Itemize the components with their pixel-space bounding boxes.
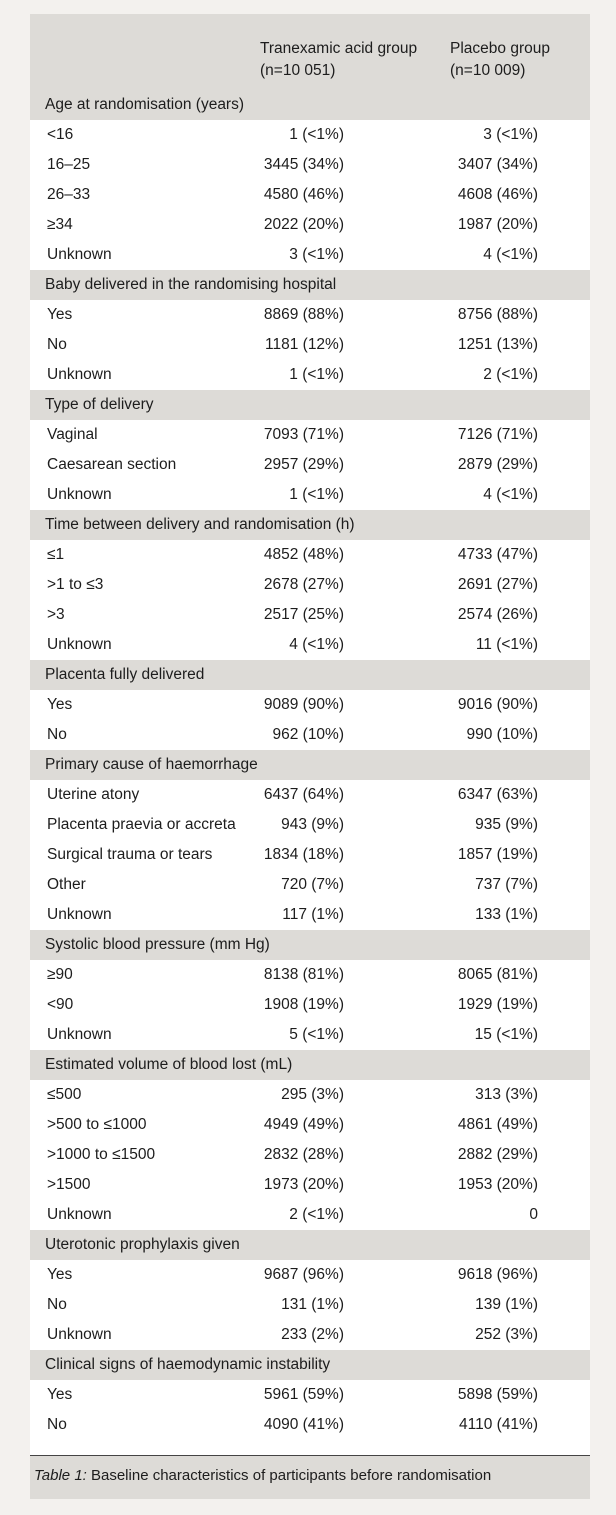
table-row	[30, 1260, 590, 1290]
placebo-value: 4733 (47%)	[457, 546, 538, 563]
placebo-value: 2879 (29%)	[457, 456, 538, 473]
placebo-value: 11 (<1%)	[475, 636, 538, 653]
header-placebo-column	[450, 38, 550, 82]
tranexamic-value: 8869 (88%)	[263, 306, 344, 323]
placebo-value: 133 (1%)	[475, 906, 538, 923]
row-label: Vaginal	[47, 426, 98, 443]
placebo-value: 1929 (19%)	[457, 996, 538, 1013]
row-label: No	[47, 1416, 67, 1433]
row-label: >500 to ≤1000	[47, 1116, 147, 1133]
tranexamic-value: 4949 (49%)	[263, 1116, 344, 1133]
placebo-value: 4110 (41%)	[459, 1416, 538, 1433]
row-label: No	[47, 1296, 67, 1313]
section-title: Placenta fully delivered	[45, 666, 205, 683]
placebo-value: 935 (9%)	[475, 816, 538, 833]
tranexamic-value: 117 (1%)	[282, 906, 344, 923]
section-header	[30, 1230, 590, 1260]
placebo-value: 6347 (63%)	[457, 786, 538, 803]
table-row	[30, 570, 590, 600]
table-row	[30, 960, 590, 990]
placebo-value: 2 (<1%)	[483, 366, 538, 383]
table-row	[30, 1320, 590, 1350]
header-placebo-title: Placebo group	[450, 40, 550, 57]
section-header	[30, 390, 590, 420]
placebo-value: 9618 (96%)	[457, 1266, 538, 1283]
tranexamic-value: 8138 (81%)	[263, 966, 344, 983]
tranexamic-value: 962 (10%)	[272, 726, 344, 743]
row-label: ≥34	[47, 216, 73, 233]
placebo-value: 4608 (46%)	[457, 186, 538, 203]
caption-text: Baseline characteristics of participants before randomisation	[86, 1467, 492, 1484]
caption-label: Table 1:	[34, 1467, 87, 1484]
tranexamic-value: 3445 (34%)	[263, 156, 344, 173]
section-header	[30, 1050, 590, 1080]
placebo-value: 1953 (20%)	[457, 1176, 538, 1193]
row-label: Surgical trauma or tears	[47, 846, 213, 863]
row-label: Yes	[47, 696, 73, 713]
row-label: 26–33	[47, 186, 91, 203]
placebo-value: 0	[529, 1206, 538, 1223]
table-row	[30, 780, 590, 810]
table-caption	[30, 1456, 590, 1499]
tranexamic-value: 4852 (48%)	[263, 546, 344, 563]
table-row	[30, 630, 590, 660]
header-tranexamic-n: (n=10 051)	[260, 62, 336, 79]
table-row	[30, 1080, 590, 1110]
placebo-value: 1987 (20%)	[457, 216, 538, 233]
table-row	[30, 1110, 590, 1140]
tranexamic-value: 6437 (64%)	[263, 786, 344, 803]
row-label: Unknown	[47, 246, 112, 263]
tranexamic-value: 720 (7%)	[281, 876, 344, 893]
table-row	[30, 1020, 590, 1050]
table-row	[30, 1200, 590, 1230]
tranexamic-value: 9089 (90%)	[263, 696, 344, 713]
tranexamic-value: 1 (<1%)	[289, 486, 344, 503]
section-header	[30, 270, 590, 300]
table-row	[30, 600, 590, 630]
section-title: Baby delivered in the randomising hospital	[45, 276, 337, 293]
tranexamic-value: 2832 (28%)	[263, 1146, 344, 1163]
placebo-value: 2691 (27%)	[457, 576, 538, 593]
header-tranexamic-title: Tranexamic acid group	[260, 40, 418, 57]
baseline-table	[30, 14, 590, 1499]
tranexamic-value: 2 (<1%)	[289, 1206, 344, 1223]
placebo-value: 7126 (71%)	[457, 426, 538, 443]
placebo-value: 1251 (13%)	[457, 336, 538, 353]
row-label: ≥90	[47, 966, 73, 983]
table-row	[30, 990, 590, 1020]
section-title: Primary cause of haemorrhage	[45, 756, 258, 773]
row-label: ≤500	[47, 1086, 82, 1103]
placebo-value: 2882 (29%)	[457, 1146, 538, 1163]
row-label: >3	[47, 606, 65, 623]
row-label: Unknown	[47, 486, 112, 503]
table-row	[30, 810, 590, 840]
placebo-value: 8065 (81%)	[457, 966, 538, 983]
table-row	[30, 300, 590, 330]
row-label: Placenta praevia or accreta	[47, 816, 236, 833]
row-label: >1 to ≤3	[47, 576, 104, 593]
tranexamic-value: 1 (<1%)	[289, 126, 344, 143]
row-label: Caesarean section	[47, 456, 177, 473]
table-header	[30, 14, 590, 90]
placebo-value: 2574 (26%)	[457, 606, 538, 623]
row-label: >1000 to ≤1500	[47, 1146, 156, 1163]
section-title: Age at randomisation (years)	[45, 96, 245, 113]
placebo-value: 1857 (19%)	[457, 846, 538, 863]
row-label: ≤1	[47, 546, 65, 563]
table-row	[30, 1380, 590, 1410]
row-label: Unknown	[47, 1026, 112, 1043]
section-title: Systolic blood pressure (mm Hg)	[45, 936, 270, 953]
row-label: 16–25	[47, 156, 91, 173]
table-row	[30, 840, 590, 870]
table-row	[30, 210, 590, 240]
tranexamic-value: 2678 (27%)	[263, 576, 344, 593]
tranexamic-value: 2517 (25%)	[263, 606, 344, 623]
row-label: Unknown	[47, 636, 112, 653]
row-label: Other	[47, 876, 86, 893]
section-title: Type of delivery	[45, 396, 154, 413]
table-row	[30, 360, 590, 390]
section-header	[30, 930, 590, 960]
tranexamic-value: 7093 (71%)	[263, 426, 344, 443]
table-row	[30, 690, 590, 720]
placebo-value: 15 (<1%)	[474, 1026, 538, 1043]
row-label: <16	[47, 126, 74, 143]
placebo-value: 5898 (59%)	[457, 1386, 538, 1403]
tranexamic-value: 943 (9%)	[281, 816, 344, 833]
section-header	[30, 660, 590, 690]
table-row	[30, 1170, 590, 1200]
tranexamic-value: 1908 (19%)	[263, 996, 344, 1013]
tranexamic-value: 1 (<1%)	[289, 366, 344, 383]
tranexamic-value: 1973 (20%)	[263, 1176, 344, 1193]
row-label: Uterine atony	[47, 786, 140, 803]
row-label: Unknown	[47, 1326, 112, 1343]
header-placebo-n: (n=10 009)	[450, 62, 526, 79]
section-title: Estimated volume of blood lost (mL)	[45, 1056, 293, 1073]
header-tranexamic-column	[260, 38, 417, 82]
tranexamic-value: 9687 (96%)	[263, 1266, 344, 1283]
table-row	[30, 870, 590, 900]
row-label: Yes	[47, 1266, 73, 1283]
tranexamic-value: 2022 (20%)	[263, 216, 344, 233]
tranexamic-value: 3 (<1%)	[289, 246, 344, 263]
placebo-value: 139 (1%)	[475, 1296, 538, 1313]
placebo-value: 3 (<1%)	[483, 126, 538, 143]
section-header	[30, 510, 590, 540]
row-label: Unknown	[47, 366, 112, 383]
table-row	[30, 180, 590, 210]
section-header	[30, 1350, 590, 1380]
placebo-value: 3407 (34%)	[457, 156, 538, 173]
row-label: >1500	[47, 1176, 91, 1193]
table-row	[30, 1410, 590, 1440]
table-row	[30, 1290, 590, 1320]
tranexamic-value: 4 (<1%)	[289, 636, 344, 653]
placebo-value: 4861 (49%)	[457, 1116, 538, 1133]
row-label: Yes	[47, 1386, 73, 1403]
section-title: Uterotonic prophylaxis given	[45, 1236, 240, 1253]
tranexamic-value: 131 (1%)	[281, 1296, 344, 1313]
section-header	[30, 90, 590, 120]
table-row	[30, 150, 590, 180]
tranexamic-value: 1834 (18%)	[263, 846, 344, 863]
tranexamic-value: 295 (3%)	[281, 1086, 344, 1103]
table-row	[30, 720, 590, 750]
table-row	[30, 540, 590, 570]
placebo-value: 252 (3%)	[475, 1326, 538, 1343]
placebo-value: 737 (7%)	[475, 876, 538, 893]
placebo-value: 9016 (90%)	[457, 696, 538, 713]
section-title: Clinical signs of haemodynamic instability	[45, 1356, 331, 1373]
table-row	[30, 120, 590, 150]
placebo-value: 990 (10%)	[466, 726, 538, 743]
table-row	[30, 1140, 590, 1170]
placebo-value: 8756 (88%)	[457, 306, 538, 323]
row-label: No	[47, 336, 67, 353]
table-row	[30, 900, 590, 930]
placebo-value: 4 (<1%)	[483, 246, 538, 263]
tranexamic-value: 1181 (12%)	[265, 336, 344, 353]
row-label: No	[47, 726, 67, 743]
placebo-value: 313 (3%)	[475, 1086, 538, 1103]
table-row	[30, 450, 590, 480]
tranexamic-value: 4580 (46%)	[263, 186, 344, 203]
row-label: Unknown	[47, 906, 112, 923]
tranexamic-value: 5961 (59%)	[263, 1386, 344, 1403]
tranexamic-value: 4090 (41%)	[263, 1416, 344, 1433]
table-row	[30, 420, 590, 450]
section-title: Time between delivery and randomisation (h)	[45, 516, 355, 533]
row-label: Yes	[47, 306, 73, 323]
tranexamic-value: 2957 (29%)	[263, 456, 344, 473]
tranexamic-value: 5 (<1%)	[289, 1026, 344, 1043]
section-header	[30, 750, 590, 780]
row-label: <90	[47, 996, 74, 1013]
table-row	[30, 480, 590, 510]
row-label: Unknown	[47, 1206, 112, 1223]
table-row	[30, 240, 590, 270]
table-row	[30, 330, 590, 360]
placebo-value: 4 (<1%)	[483, 486, 538, 503]
tranexamic-value: 233 (2%)	[281, 1326, 344, 1343]
